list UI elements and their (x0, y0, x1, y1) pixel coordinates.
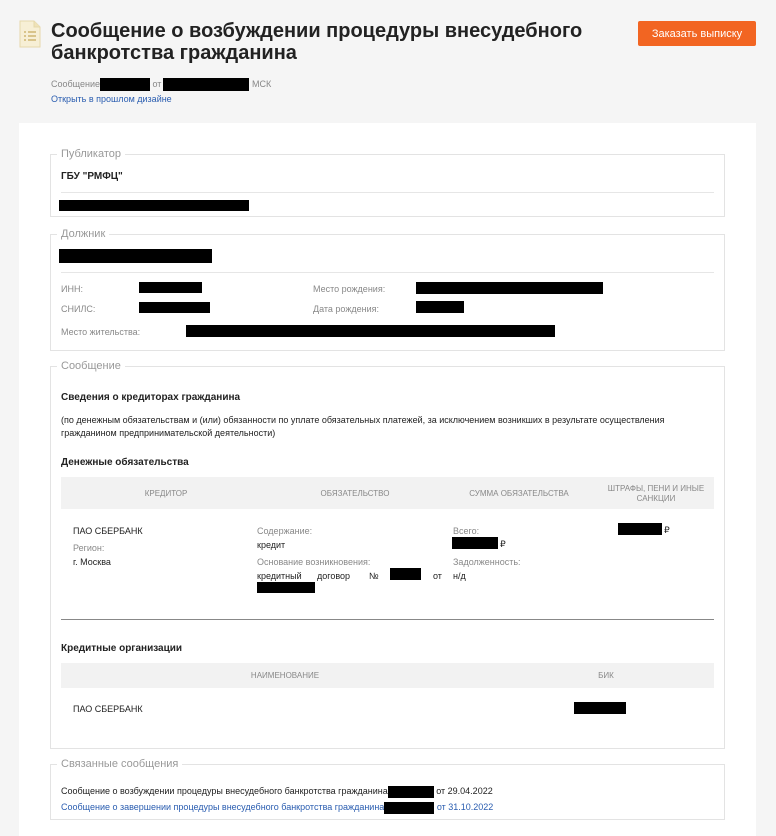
snils-label: СНИЛС: (61, 304, 96, 314)
obligations-table-divider (61, 619, 714, 620)
redacted-bik (574, 702, 626, 714)
region-value: г. Москва (73, 557, 111, 567)
related-item-start (61, 785, 493, 798)
total-label: Всего: (453, 526, 480, 536)
meta-prefix: Сообщение (51, 79, 100, 89)
redacted-residence (186, 325, 555, 337)
debtor-divider (61, 272, 714, 273)
debt-label: Задолженность: (453, 557, 521, 567)
redacted-total-amount (452, 537, 498, 549)
page-header (0, 0, 776, 120)
redacted-publisher-address (59, 200, 249, 211)
related-legend: Связанные сообщения (61, 758, 179, 770)
redacted-birthdate (416, 301, 464, 313)
credit-orgs-heading: Кредитные организации (61, 643, 183, 654)
redacted-message-number (100, 78, 150, 91)
related-item-start-text: Сообщение о возбуждении процедуры внесудебного банкротства гражданина (61, 786, 388, 796)
meta-from: от (152, 79, 162, 89)
document-list-icon (19, 20, 41, 48)
page-title: Сообщение о возбуждении процедуры внесудебного банкротства гражданина (51, 20, 583, 64)
creditors-heading: Сведения о кредиторах гражданина (61, 392, 241, 403)
basis-label: Основание возникновения: (257, 557, 371, 567)
related-item-start-date: от 29.04.2022 (436, 786, 493, 796)
redacted-contract-date (257, 582, 315, 593)
creditor-name: ПАО СБЕРБАНК (73, 526, 143, 536)
basis-word-number: № (369, 571, 379, 581)
publisher-name: ГБУ "РМФЦ" (61, 171, 123, 182)
publisher-legend: Публикатор (61, 148, 121, 160)
fines-currency: ₽ (664, 525, 670, 535)
message-legend: Сообщение (61, 360, 121, 372)
column-amount: СУММА ОБЯЗАТЕЛЬСТВА (469, 489, 569, 498)
redacted-related-number-2 (384, 802, 434, 814)
monetary-obligations-heading: Денежные обязательства (61, 457, 189, 468)
column-creditor: КРЕДИТОР (144, 489, 188, 498)
redacted-debtor-name (59, 249, 212, 263)
creditors-note: (по денежным обязательствам и (или) обязанности по уплате обязательных платежей, за исключением возникших в результате осуществления гражданином предпринимательской деятельности) (61, 415, 665, 438)
redacted-contract-number (390, 568, 421, 580)
message-meta (51, 78, 271, 91)
birthdate-label: Дата рождения: (313, 304, 379, 314)
content-value: кредит (257, 540, 286, 550)
redacted-birthplace (416, 282, 603, 294)
redacted-fines-amount (618, 523, 662, 535)
credit-org-name: ПАО СБЕРБАНК (73, 704, 143, 714)
residence-label: Место жительства: (61, 327, 141, 337)
column-credit-org-name: НАИМЕНОВАНИЕ (250, 671, 320, 680)
basis-word-contract: договор (317, 571, 351, 581)
column-fines: ШТРАФЫ, ПЕНИ И ИНЫЕ САНКЦИИ (607, 484, 705, 503)
related-item-end-link[interactable]: Сообщение о завершении процедуры внесудебного банкротства гражданина (61, 802, 385, 812)
column-obligation: ОБЯЗАТЕЛЬСТВО (320, 489, 390, 498)
redacted-snils (139, 302, 210, 313)
meta-city: МСК (251, 79, 272, 89)
birthplace-label: Место рождения: (313, 284, 386, 294)
publisher-divider (61, 192, 714, 193)
content-label: Содержание: (257, 526, 313, 536)
inn-label: ИНН: (61, 284, 83, 294)
debt-value: н/д (453, 571, 466, 581)
order-extract-button[interactable]: Заказать выписку (638, 21, 756, 46)
related-item-end-date[interactable]: от 31.10.2022 (436, 802, 494, 812)
region-label: Регион: (73, 543, 105, 553)
total-currency: ₽ (500, 539, 506, 549)
related-item-end (61, 801, 493, 814)
redacted-message-date (163, 78, 249, 91)
redacted-inn (139, 282, 202, 293)
message-card (19, 123, 756, 836)
basis-word-credit: кредитный (257, 571, 302, 581)
basis-word-from: от (433, 571, 442, 581)
debtor-legend: Должник (61, 228, 106, 240)
old-design-link[interactable]: Открыть в прошлом дизайне (51, 94, 172, 104)
redacted-related-number-1 (388, 786, 434, 798)
column-bik: БИК (598, 671, 614, 680)
